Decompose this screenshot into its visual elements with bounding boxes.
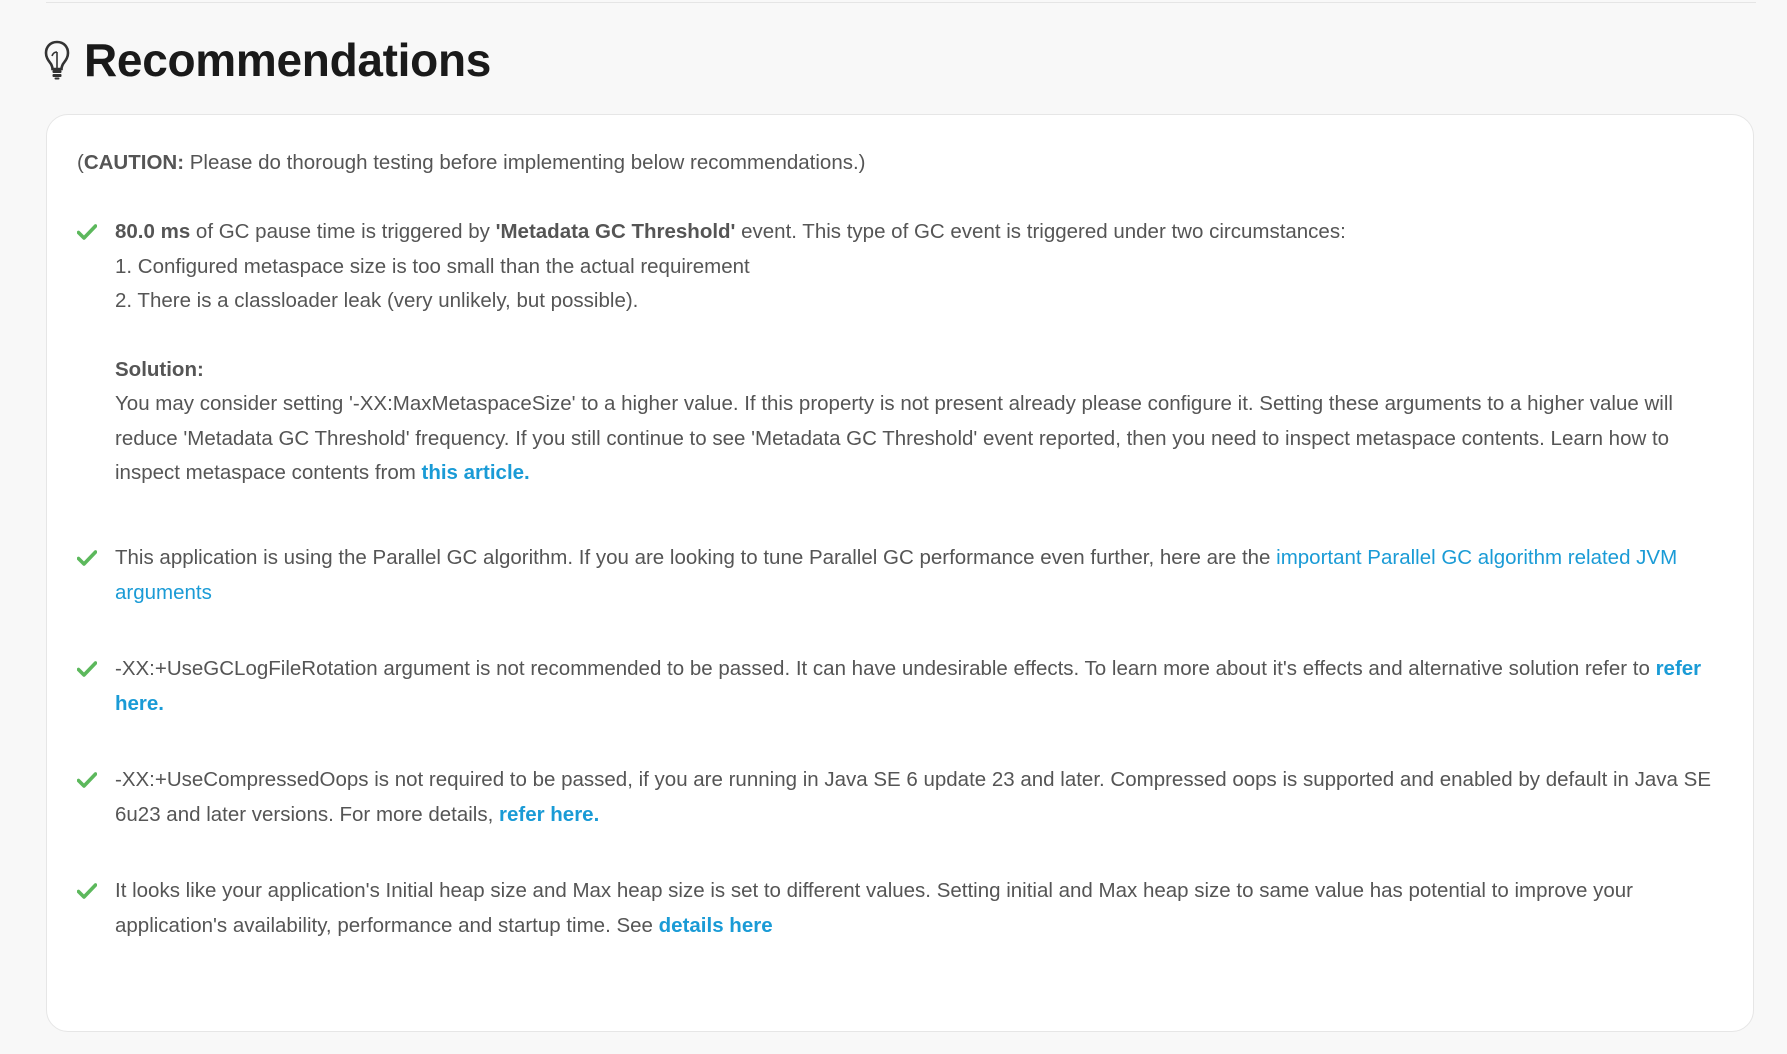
reason-item: 2. There is a classloader leak (very unlikely, but possible). [115, 289, 639, 312]
log-rotation-refer-link[interactable]: refer here. [115, 657, 1702, 715]
heap-size-details-link[interactable]: details here [658, 913, 773, 937]
solution-block [115, 353, 1727, 491]
recommendation-item [77, 541, 1727, 610]
recommendation-text [115, 215, 1727, 250]
caution-label: CAUTION: [83, 151, 185, 174]
recommendation-text-part: of GC pause time is triggered by [190, 220, 496, 243]
recommendation-text-part: This application is using the Parallel GC algorithm. If you are looking to tune Parallel GC performance even further, here are the [115, 546, 1277, 569]
lightbulb-icon [42, 38, 72, 82]
caution-open-paren: ( [77, 151, 84, 174]
check-icon [77, 660, 97, 678]
recommendation-text-part: -XX:+UseGCLogFileRotation argument is not recommended to be passed. It can have undesirable effects. To learn more about it's effects and alternative solution refer to [115, 657, 1656, 680]
pause-duration: 80.0 ms [115, 220, 191, 243]
recommendation-text-part: It looks like your application's Initial heap size and Max heap size is set to different values. Setting initial and Max heap size to same value has potential to improve your application's availability, performance and startup time. See [115, 879, 1633, 937]
recommendation-item [77, 874, 1727, 943]
recommendation-text-part: event. This type of GC event is triggered under two circumstances: [735, 220, 1346, 243]
recommendation-item [77, 215, 1727, 495]
reason-item: 1. Configured metaspace size is too small than the actual requirement [115, 254, 750, 278]
top-divider [46, 2, 1756, 3]
recommendation-text [115, 652, 1727, 721]
compressed-oops-refer-link[interactable]: refer here. [499, 802, 600, 826]
recommendation-text [115, 763, 1727, 832]
solution-label: Solution: [115, 357, 204, 381]
recommendation-item [77, 763, 1727, 832]
gc-event-name: 'Metadata GC Threshold' [495, 220, 736, 243]
check-icon [77, 771, 97, 789]
page-title: Recommendations [84, 34, 492, 86]
check-icon [77, 549, 97, 567]
recommendation-text [115, 874, 1727, 943]
caution-text: Please do thorough testing before implementing below recommendations.) [184, 151, 866, 174]
recommendation-item [77, 652, 1727, 721]
recommendations-card [46, 114, 1754, 1032]
recommendation-list [77, 215, 1727, 943]
recommendation-text [115, 541, 1727, 610]
solution-text-body: You may consider setting '-XX:MaxMetaspaceSize' to a higher value. If this property is not present already please configure it. Setting these arguments to a higher value will reduce 'Metadata GC Threshold' frequency. If you still continue to see 'Metadata GC Threshold' event reported, then you need to inspect metaspace contents. Learn how to inspect metaspace contents from [115, 392, 1673, 484]
check-icon [77, 882, 97, 900]
caution-note [77, 149, 866, 177]
article-link[interactable]: this article. [421, 461, 530, 484]
solution-text [115, 387, 1727, 491]
jvm-arguments-link[interactable]: important Parallel GC algorithm related JVM arguments [115, 546, 1678, 604]
recommendation-text-part: -XX:+UseCompressedOops is not required to be passed, if you are running in Java SE 6 update 23 and later. Compressed oops is supported and enabled by default in Java SE 6u23 and later versions. For more details, [115, 768, 1711, 826]
check-icon [77, 223, 97, 241]
section-header [42, 28, 491, 92]
